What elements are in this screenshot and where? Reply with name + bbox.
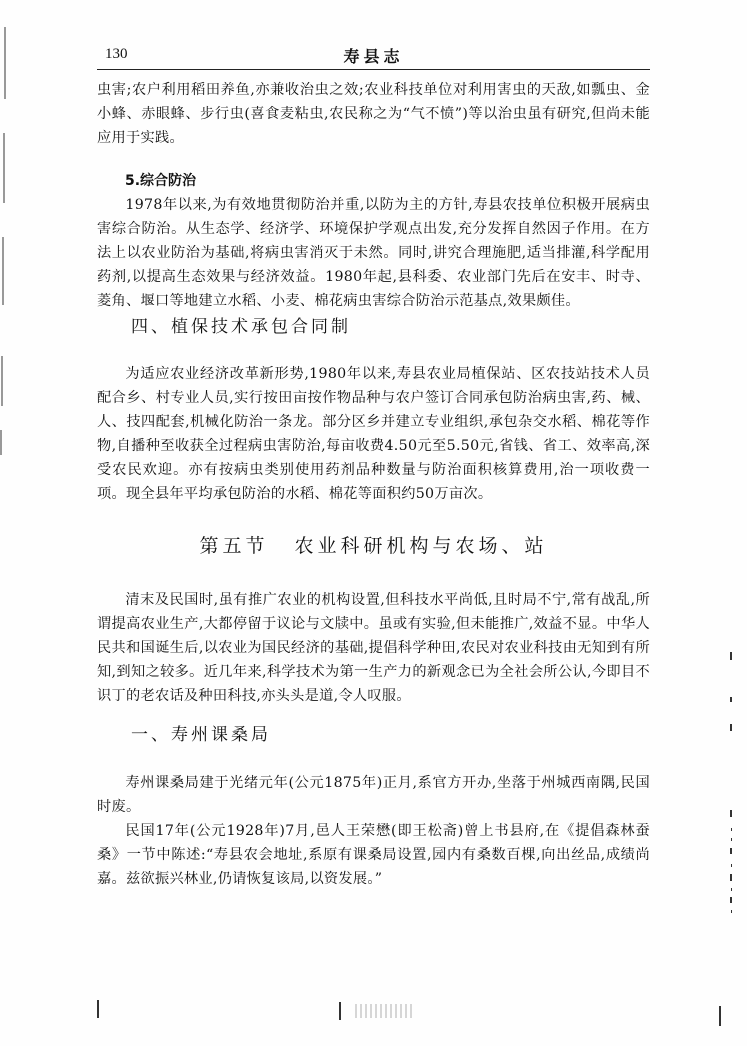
section-heading: 一、寿州课桑局 <box>131 725 271 745</box>
page-header <box>97 44 650 68</box>
scan-edge-line <box>0 430 2 455</box>
scan-edge-line <box>3 133 5 203</box>
scan-edge-line <box>4 27 6 99</box>
scan-speck <box>731 828 732 831</box>
footer-noise <box>355 1004 415 1018</box>
chapter-five-paragraph: 清末及民国时,虽有推广农业的机构设置,但科技水平尚低,且时局不宁,常有战乱,所谓提高农业生产,大都停留于议论与文牍中。虽或有实验,但未能推广,效益不显。中华人民共和国诞生后,以农业为国民经济的基础,提倡科学种田,农民对农业科技由无知到有所知,到知之较多。近几年来,科学技术为第一生产力的新观念已为全社会所公认,今即目不识丁的老农话及种田科技,亦头头是道,令人叹服。 <box>97 592 650 704</box>
running-title: 寿县志 <box>343 47 404 66</box>
scan-edge-line <box>1 356 3 406</box>
integrated-control-paragraph: 1978年以来,为有效地贯彻防治并重,以防为主的方针,寿县农技单位积极开展病虫害综合防治。从生态学、经济学、环境保护学观点出发,充分发挥自然因子作用。在方法上以农业防治为基础,将病虫害消灭于未然。同时,讲究合理施肥,适当排灌,科学配用药剂,以提高生态效果与经济效益。1980年起,县科委、农业部门先后在安丰、时寺、菱角、堰口等地建立水稻、小麦、棉花病虫害综合防治示范基点,效果颇佳。 <box>97 197 650 309</box>
scan-speck <box>730 848 732 854</box>
scan-speck <box>731 910 732 913</box>
integrated-control-block <box>97 169 650 313</box>
scan-speck <box>731 864 732 867</box>
scan-edge-line <box>2 237 4 305</box>
scan-speck <box>730 697 732 702</box>
section-four-body <box>97 362 650 506</box>
scan-speck <box>730 724 732 731</box>
section-one-body <box>97 771 650 891</box>
header-rule <box>97 69 650 70</box>
page-number: 130 <box>105 46 128 62</box>
intro-block <box>97 78 650 150</box>
section-heading: 四、植保技术承包合同制 <box>131 317 351 337</box>
chapter-number: 第五节 <box>199 535 269 557</box>
chapter-title: 农业科研机构与农场、站 <box>294 535 548 557</box>
section-one-paragraph: 寿州课桑局建于光绪元年(公元1875年)正月,系官方开办,坐落于州城西南隅,民国时废。 <box>97 775 650 815</box>
footer-mark <box>97 1000 99 1018</box>
chapter-five-body <box>97 588 650 708</box>
section-one-block <box>97 721 650 749</box>
footer-mark <box>339 1002 341 1020</box>
scan-speck <box>730 652 732 660</box>
scan-speck <box>731 838 732 841</box>
subsection-heading: 5.综合防治 <box>125 173 197 189</box>
intro-paragraph: 虫害;农户利用稻田养鱼,亦兼收治虫之效;农业科技单位对利用害虫的天敌,如瓢虫、金小蜂、赤眼蜂、步行虫(喜食麦粘虫,农民称之为“气不愤”)等以治虫虽有研究,但尚未能应用于实践。 <box>97 82 650 146</box>
scan-speck <box>731 888 732 891</box>
chapter-heading <box>97 531 650 558</box>
scan-speck <box>730 810 732 817</box>
scan-speck <box>730 897 732 903</box>
section-one-paragraph: 民国17年(公元1928年)7月,邑人王荣懋(即王松斋)曾上书县府,在《提倡森林蚕桑》一节中陈述:“寿县农会地址,系原有课桑局设置,园内有桑数百棵,向出丝品,成绩尚嘉。兹欲振兴林业,仍请恢复该局,以资发展。” <box>97 823 650 887</box>
footer-mark <box>719 1006 721 1026</box>
section-four-block <box>97 313 650 341</box>
section-four-paragraph: 为适应农业经济改革新形势,1980年以来,寿县农业局植保站、区农技站技术人员配合乡、村专业人员,实行按田亩按作物品种与农户签订合同承包防治病虫害,药、械、人、技四配套,机械化防治一条龙。部分区乡并建立专业组织,承包杂交水稻、棉花等作物,自播种至收获全过程病虫害防治,每亩收费4.50元至5.50元,省钱、省工、效率高,深受农民欢迎。亦有按病虫类别使用药剂品种数量与防治面积核算费用,治一项收费一项。现全县年平均承包防治的水稻、棉花等面积约50万亩次。 <box>97 366 650 502</box>
scan-speck <box>730 874 732 881</box>
